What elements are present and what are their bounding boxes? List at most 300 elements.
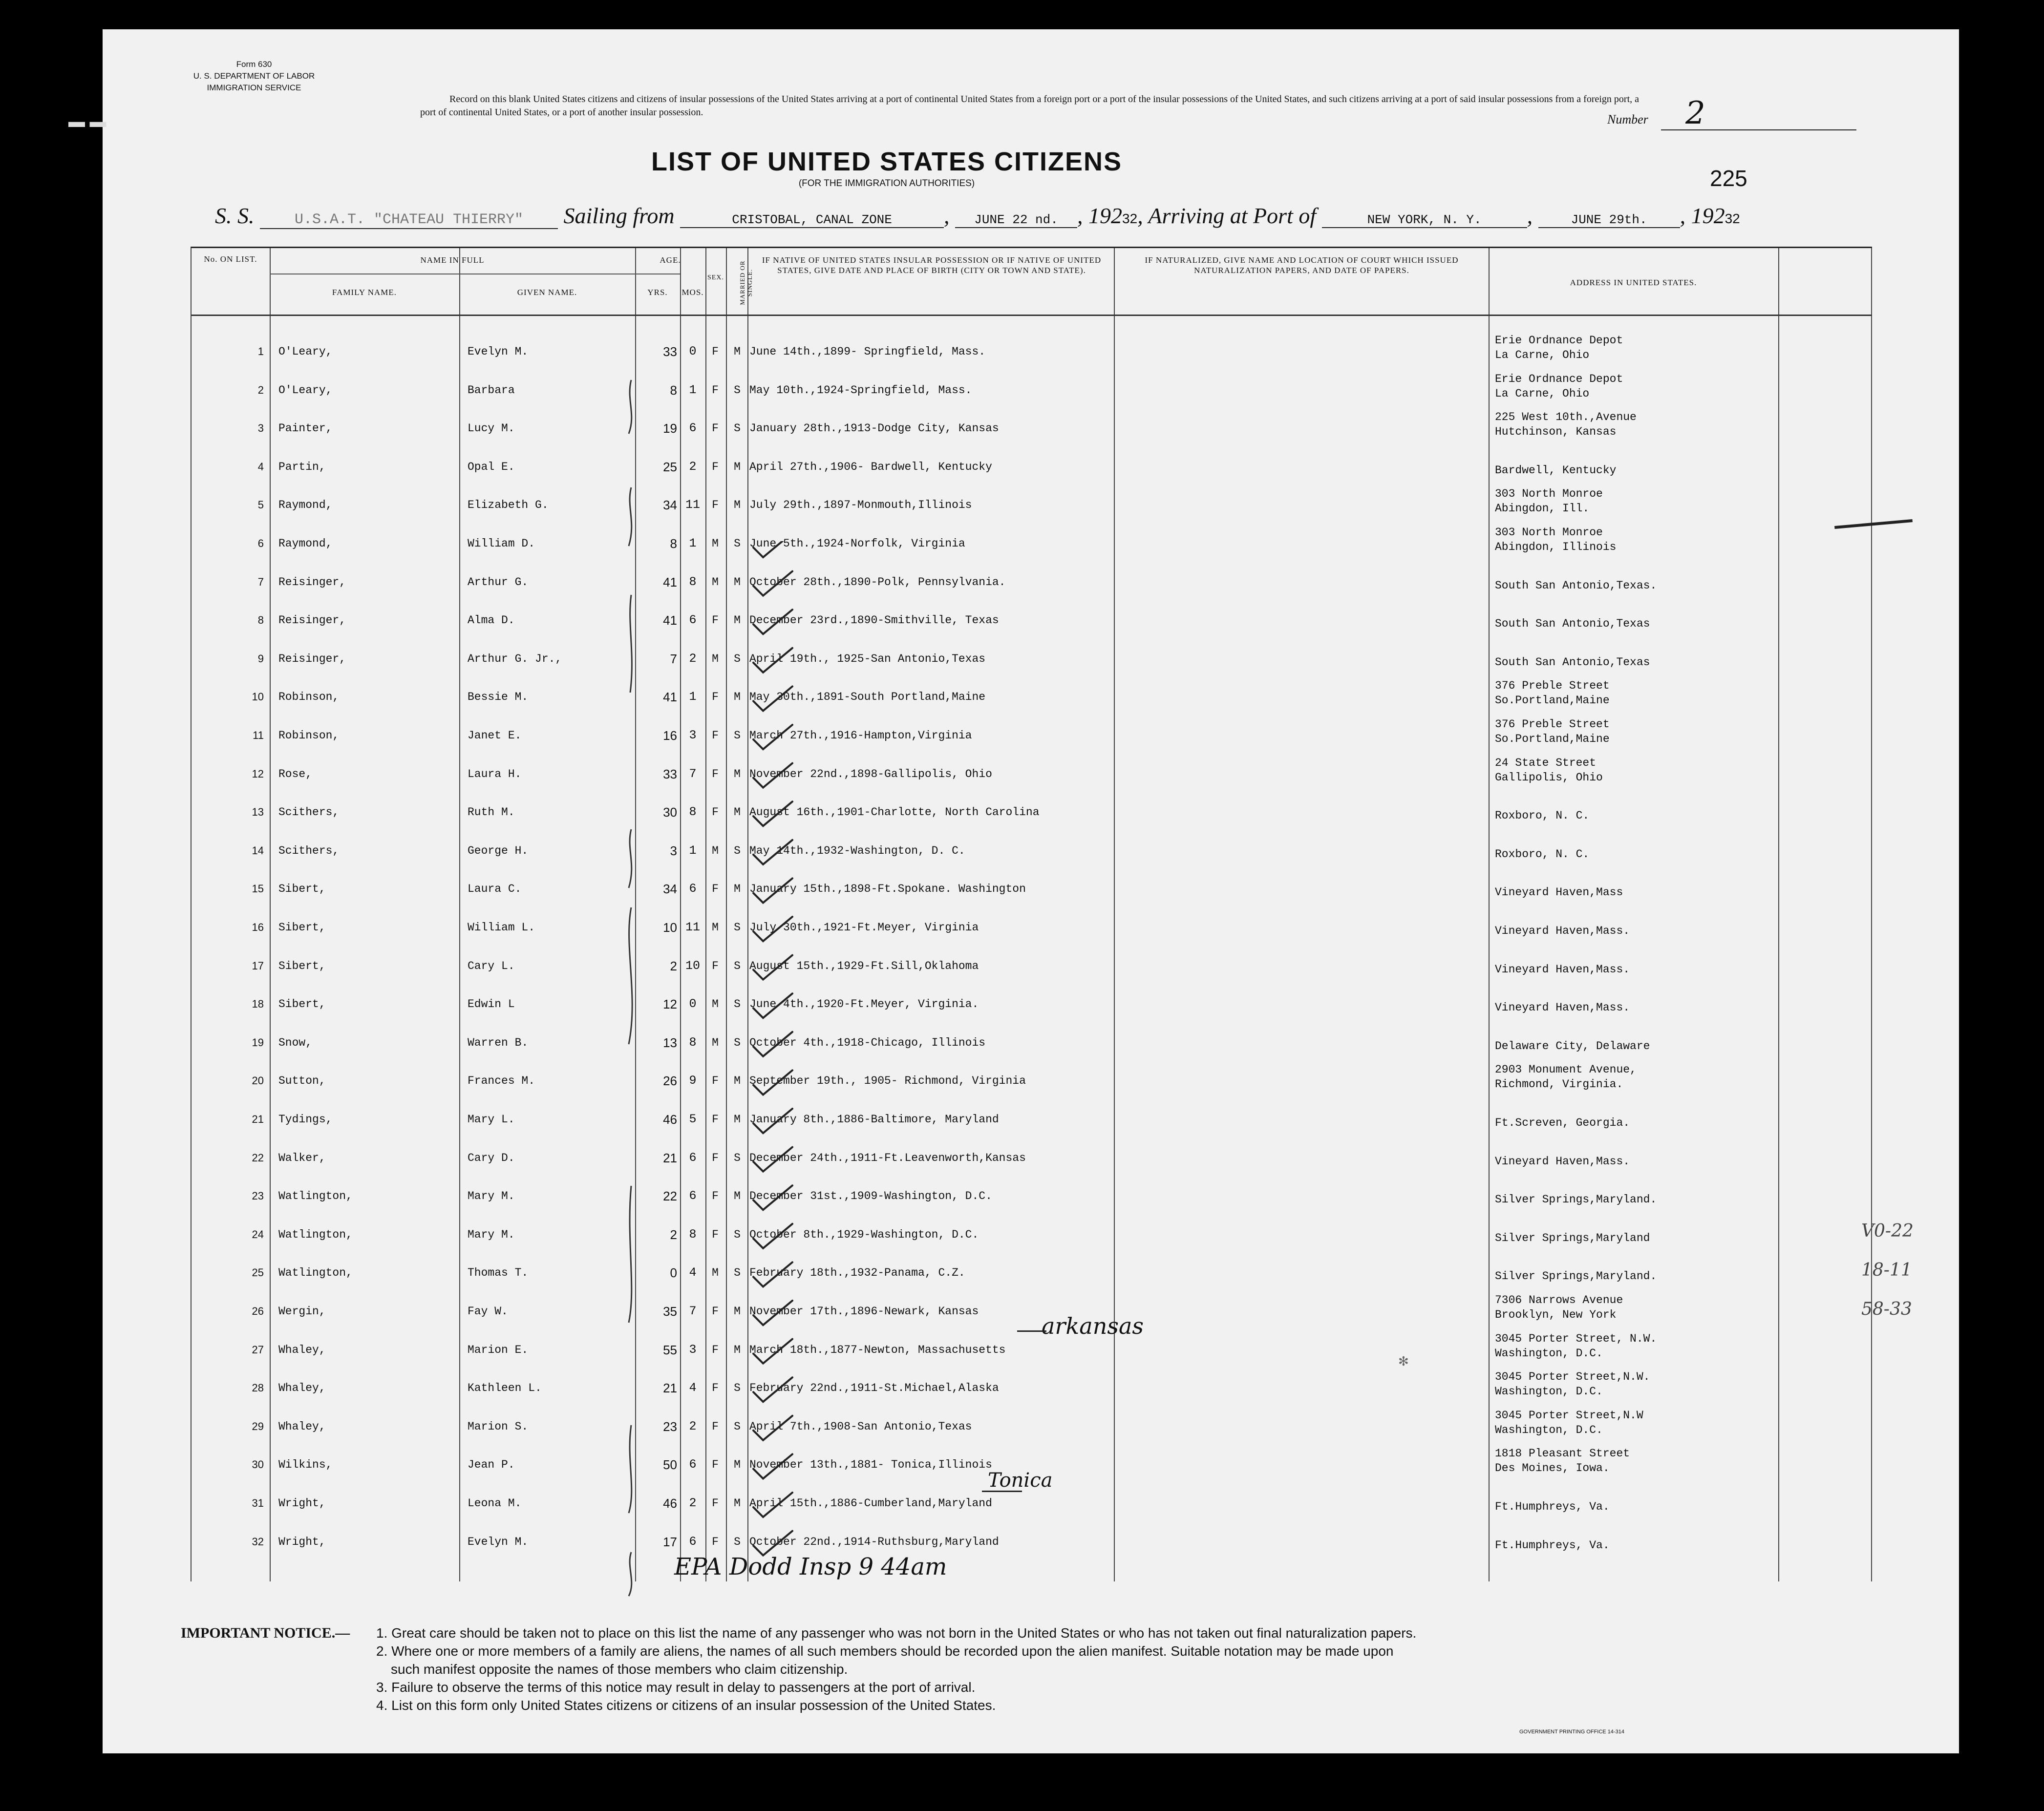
page-subtitle: (FOR THE IMMIGRATION AUTHORITIES) — [798, 178, 975, 189]
notice-item: 1. Great care should be taken not to place on this list the name of any passenger who was not born in the United States or who has not taken out final naturalization papers. — [376, 1625, 1417, 1641]
address-line-2: So.Portland,Maine — [1495, 694, 1610, 707]
sailing-label: Sailing from — [563, 203, 675, 228]
age-years: 30 — [663, 805, 677, 820]
check-mark — [753, 1032, 792, 1056]
passenger-table — [191, 247, 1872, 1581]
birth-info: April 7th.,1908-San Antonio,Texas — [749, 1420, 972, 1433]
age-months: 6 — [689, 1150, 697, 1165]
age-months: 1 — [689, 382, 697, 397]
address — [1495, 717, 1610, 746]
check-mark — [753, 878, 792, 903]
birth-info: June 4th.,1920-Ft.Meyer, Virginia. — [749, 998, 979, 1011]
arriving-label: Arriving at Port of — [1148, 203, 1317, 228]
birth-info: August 16th.,1901-Charlotte, North Carolina — [749, 806, 1040, 819]
table-row — [192, 1218, 1872, 1256]
check-mark — [753, 763, 792, 788]
address-line-1: 7306 Narrows Avenue — [1495, 1294, 1623, 1306]
header-address: ADDRESS IN UNITED STATES. — [1570, 278, 1697, 287]
marital-status: M — [734, 1074, 741, 1088]
address-line-1: Erie Ordnance Depot — [1495, 334, 1623, 347]
address-line-1: 2903 Monument Avenue, — [1495, 1063, 1637, 1076]
address-line-1 — [1495, 1216, 1650, 1231]
sex: F — [712, 1074, 719, 1088]
birth-info: October 22nd.,1914-Ruthsburg,Maryland — [749, 1535, 999, 1548]
address-line-1: 1818 Pleasant Street — [1495, 1447, 1630, 1460]
row-number: 16 — [252, 921, 264, 933]
check-mark — [753, 648, 792, 673]
marital-status: S — [734, 652, 741, 665]
family-name: Whaley, — [278, 1382, 326, 1395]
marital-status: M — [734, 345, 741, 358]
age-months: 6 — [689, 1457, 697, 1472]
birth-info: October 4th.,1918-Chicago, Illinois — [749, 1036, 986, 1049]
given-name: Opal E. — [468, 460, 515, 473]
birth-info: May 10th.,1924-Springfield, Mass. — [749, 383, 972, 397]
row-number: 15 — [252, 883, 264, 895]
header-name-in-full: NAME IN FULL — [420, 255, 485, 265]
address-line-2: Silver Springs,Maryland — [1495, 1231, 1650, 1244]
notice-item: 3. Failure to observe the terms of this notice may result in delay to passengers at the port of arrival. — [376, 1680, 976, 1695]
table-row — [192, 1141, 1872, 1179]
family-name: Wright, — [278, 1535, 326, 1548]
table-row — [192, 374, 1872, 412]
given-name: Laura H. — [468, 767, 522, 780]
address-line-2: Roxboro, N. C. — [1495, 847, 1590, 861]
notice-heading: IMPORTANT NOTICE.— — [181, 1625, 350, 1641]
age-years: 3 — [670, 843, 677, 858]
birth-info: July 30th.,1921-Ft.Meyer, Virginia — [749, 921, 979, 934]
given-name: Cary D. — [468, 1151, 515, 1164]
table-row — [192, 1487, 1872, 1525]
address — [1495, 1446, 1630, 1475]
age-years: 26 — [663, 1074, 677, 1089]
number-label: Number — [1607, 112, 1648, 126]
address — [1495, 486, 1603, 516]
age-months: 6 — [689, 882, 697, 896]
given-name: Barbara — [468, 383, 515, 397]
sex: F — [712, 1343, 719, 1356]
row-number: 10 — [252, 691, 264, 703]
sex: F — [712, 729, 719, 742]
birth-info: February 22nd.,1911-St.Michael,Alaska — [749, 1382, 999, 1395]
header-months: MOS. — [681, 288, 704, 297]
arrival-date: JUNE 29th. — [1538, 212, 1680, 228]
row-number: 28 — [252, 1382, 264, 1394]
marital-status: S — [734, 1535, 741, 1548]
age-months: 2 — [689, 1496, 697, 1510]
address-line-2: Abingdon, Illinois — [1495, 541, 1617, 553]
row-number: 21 — [252, 1113, 264, 1125]
table-row — [192, 527, 1872, 565]
family-name: Snow, — [278, 1036, 313, 1049]
address-line-1 — [1495, 1178, 1657, 1192]
row-number: 3 — [257, 422, 264, 435]
notice-item: such manifest opposite the names of those members who claim citizenship. — [391, 1662, 848, 1677]
age-years: 34 — [663, 882, 677, 897]
marital-status: M — [734, 691, 741, 704]
age-months: 2 — [689, 1419, 697, 1433]
age-years: 2 — [670, 1227, 677, 1242]
given-name: Janet E. — [468, 729, 522, 742]
age-years: 8 — [670, 382, 677, 398]
check-mark — [753, 1262, 792, 1286]
age-months: 7 — [689, 1304, 697, 1318]
age-years: 21 — [663, 1381, 677, 1396]
marital-status: S — [734, 1151, 741, 1164]
address-line-2: Roxboro, N. C. — [1495, 809, 1590, 822]
family-name: Sibert, — [278, 998, 326, 1011]
check-mark — [753, 1493, 792, 1517]
table-row — [192, 335, 1872, 373]
marital-status: M — [734, 1305, 741, 1318]
row-number: 29 — [252, 1420, 264, 1432]
row-number: 18 — [252, 998, 264, 1011]
address-line-1 — [1495, 448, 1616, 463]
row-number: 24 — [252, 1228, 264, 1241]
check-mark — [753, 1070, 792, 1095]
age-months: 10 — [685, 958, 700, 973]
address — [1495, 986, 1630, 1015]
age-years: 0 — [670, 1265, 677, 1281]
marital-status: S — [734, 729, 741, 742]
age-months: 2 — [689, 459, 697, 474]
table-row — [192, 988, 1872, 1026]
family-name: Reisinger, — [278, 652, 346, 665]
address-line-1: 303 North Monroe — [1495, 526, 1603, 539]
age-years: 16 — [663, 728, 677, 743]
row-number: 1 — [257, 345, 264, 358]
family-name: Tydings, — [278, 1113, 333, 1126]
birth-info: November 17th.,1896-Newark, Kansas — [749, 1305, 979, 1318]
age-months: 11 — [685, 920, 700, 934]
marital-status: S — [734, 1420, 741, 1433]
sex: F — [712, 383, 719, 397]
table-row — [192, 1026, 1872, 1064]
family-name: Robinson, — [278, 691, 340, 704]
given-name: Alma D. — [468, 614, 515, 627]
address-line-1 — [1495, 640, 1650, 655]
family-name: Watlington, — [278, 1266, 353, 1280]
sex: F — [712, 883, 719, 896]
family-name: Reisinger, — [278, 575, 346, 589]
given-name: Arthur G. Jr., — [468, 652, 562, 665]
marital-status: S — [734, 1228, 741, 1241]
address-line-1: Erie Ordnance Depot — [1495, 372, 1623, 385]
age-years: 19 — [663, 421, 677, 436]
marital-status: M — [734, 614, 741, 627]
check-mark — [753, 1224, 792, 1248]
family-name: Walker, — [278, 1151, 326, 1164]
age-years: 7 — [670, 651, 677, 666]
age-months: 6 — [689, 1189, 697, 1203]
birth-info: December 24th.,1911-Ft.Leavenworth,Kansas — [749, 1151, 1026, 1164]
ship-name: U.S.A.T. "CHATEAU THIERRY" — [260, 211, 558, 229]
arrival-year-prefix: 192 — [1691, 203, 1725, 228]
address-line-2: Washington, D.C. — [1495, 1423, 1603, 1436]
birth-info: December 31st.,1909-Washington, D.C. — [749, 1190, 992, 1203]
marital-status: M — [734, 806, 741, 819]
family-name: Raymond, — [278, 499, 333, 512]
age-years: 41 — [663, 574, 677, 590]
age-months: 0 — [689, 344, 697, 358]
birth-info: April 15th.,1886-Cumberland,Maryland — [749, 1497, 992, 1510]
age-years: 2 — [670, 958, 677, 973]
sex: F — [712, 1535, 719, 1548]
given-name: Jean P. — [468, 1458, 515, 1472]
sex: F — [712, 614, 719, 627]
row-number: 5 — [257, 499, 264, 511]
given-name: Marion S. — [468, 1420, 529, 1433]
age-years: 25 — [663, 459, 677, 474]
ink-blot: ✻ — [1398, 1354, 1409, 1369]
sex: F — [712, 1497, 719, 1510]
family-name: Sibert, — [278, 921, 326, 934]
sex: M — [712, 1036, 719, 1049]
row-number: 7 — [257, 575, 264, 588]
address-line-2: So.Portland,Maine — [1495, 733, 1610, 745]
arrival-port: NEW YORK, N. Y. — [1322, 212, 1527, 228]
address — [1495, 1254, 1657, 1284]
table-row — [192, 872, 1872, 910]
family-name: Watlington, — [278, 1190, 353, 1203]
marital-status: M — [734, 883, 741, 896]
address — [1495, 1101, 1630, 1130]
age-years: 33 — [663, 766, 677, 781]
handwritten-correction-tonica: Tonica — [988, 1469, 1053, 1492]
check-mark — [753, 1416, 792, 1440]
address-line-2: Delaware City, Delaware — [1495, 1039, 1650, 1053]
address-line-1 — [1495, 832, 1589, 847]
notice-item: 2. Where one or more members of a family are aliens, the names of all such members should be recorded upon the alien manifest. Suitable notation may be made upon — [376, 1643, 1394, 1659]
row-number: 11 — [253, 729, 264, 741]
age-years: 21 — [663, 1150, 677, 1165]
address-line-2: Abingdon, Ill. — [1495, 502, 1590, 515]
table-row — [192, 1371, 1872, 1410]
table-row — [192, 1333, 1872, 1371]
age-years: 33 — [663, 344, 677, 359]
table-row — [192, 604, 1872, 642]
given-name: Thomas T. — [468, 1266, 529, 1280]
given-name: Lucy M. — [468, 422, 515, 435]
address-line-1 — [1495, 1139, 1630, 1154]
table-row — [192, 1256, 1872, 1294]
family-name: Wergin, — [278, 1305, 326, 1318]
address — [1495, 640, 1650, 670]
given-name: William D. — [468, 537, 535, 550]
header-naturalized: IF NATURALIZED, GIVE NAME AND LOCATION OF COURT WHICH ISSUED NATURALIZATION PAPERS, AND DATE OF PAPERS. — [1145, 255, 1459, 275]
address-line-2: Bardwell, Kentucky — [1495, 463, 1617, 477]
birth-info: March 18th.,1877-Newton, Massachusetts — [749, 1343, 1006, 1356]
address-line-2: Vineyard Haven,Mass. — [1495, 963, 1630, 976]
given-name: Evelyn M. — [468, 345, 529, 358]
sex: F — [712, 959, 719, 972]
check-mark — [753, 610, 792, 634]
age-months: 6 — [689, 421, 697, 436]
age-months: 1 — [689, 690, 697, 704]
age-months: 11 — [685, 498, 700, 512]
marital-status: M — [734, 1458, 741, 1472]
address — [1495, 410, 1637, 439]
margin-note: V0-22 — [1861, 1221, 1914, 1241]
table-row — [192, 1295, 1872, 1333]
marital-status: S — [734, 921, 741, 934]
sex: F — [712, 1382, 719, 1395]
marital-status: M — [734, 1113, 741, 1126]
birth-info: November 13th.,1881- Tonica,Illinois — [749, 1458, 992, 1472]
marital-status: M — [734, 460, 741, 473]
notice-item: 4. List on this form only United States citizens or citizens of an insular possession of the United States. — [376, 1698, 996, 1713]
age-months: 2 — [689, 651, 697, 666]
marital-status: M — [734, 767, 741, 780]
sex: F — [712, 345, 719, 358]
birth-info: March 27th.,1916-Hampton,Virginia — [749, 729, 972, 742]
given-name: Mary M. — [468, 1228, 515, 1241]
address-line-1: 3045 Porter Street,N.W — [1495, 1409, 1643, 1422]
sex: F — [712, 767, 719, 780]
age-years: 13 — [663, 1035, 677, 1050]
address-line-2: Gallipolis, Ohio — [1495, 771, 1603, 784]
age-years: 17 — [663, 1534, 677, 1549]
age-months: 9 — [689, 1074, 697, 1088]
sex: M — [712, 652, 719, 665]
address-line-2: Silver Springs,Maryland. — [1495, 1270, 1657, 1283]
sex: F — [712, 1228, 719, 1241]
ss-label: S. S. — [215, 203, 255, 228]
age-months: 7 — [689, 766, 697, 781]
address-line-2: Vineyard Haven,Mass — [1495, 886, 1623, 899]
age-years: 12 — [663, 997, 677, 1012]
check-mark — [753, 1377, 792, 1402]
address-line-2: Washington, D.C. — [1495, 1385, 1603, 1398]
address-line-2: Ft.Humphreys, Va. — [1495, 1500, 1610, 1513]
sex: F — [712, 691, 719, 704]
address-line-1 — [1495, 602, 1650, 616]
sailing-year-prefix: 192 — [1088, 203, 1123, 228]
birth-info: January 28th.,1913-Dodge City, Kansas — [749, 422, 999, 435]
address-line-1 — [1495, 794, 1589, 808]
birth-info: September 19th., 1905- Richmond, Virginia — [749, 1074, 1026, 1088]
header-no: No. ON LIST. — [204, 254, 257, 264]
family-name: Sutton, — [278, 1074, 326, 1088]
sex: M — [712, 1266, 719, 1280]
age-years: 46 — [663, 1496, 677, 1511]
header-years: YRS. — [647, 288, 668, 297]
marital-status: S — [734, 383, 741, 397]
address-line-1 — [1495, 564, 1657, 578]
check-mark — [753, 801, 792, 826]
marital-status: M — [734, 1497, 741, 1510]
page-title: LIST OF UNITED STATES CITIZENS — [651, 147, 1122, 176]
given-name: Evelyn M. — [468, 1535, 529, 1548]
age-months: 1 — [689, 843, 697, 858]
address-line-2: South San Antonio,Texas. — [1495, 579, 1657, 592]
row-number: 9 — [257, 652, 264, 665]
family-name: Wright, — [278, 1497, 326, 1510]
family-name: Scithers, — [278, 806, 340, 819]
age-months: 6 — [689, 1534, 697, 1549]
marital-status: S — [734, 1266, 741, 1280]
birth-info: February 18th.,1932-Panama, C.Z. — [749, 1266, 965, 1280]
family-name: Sibert, — [278, 959, 326, 972]
table-row — [192, 1410, 1872, 1448]
age-months: 8 — [689, 574, 697, 589]
sex: F — [712, 806, 719, 819]
sex: F — [712, 1420, 719, 1433]
address — [1495, 448, 1616, 478]
header-birth: IF NATIVE OF UNITED STATES INSULAR POSSESSION OR IF NATIVE OF UNITED STATES, GIVE DATE AND PLACE OF BIRTH (CITY OR TOWN AND STATE). — [762, 255, 1102, 275]
row-number: 23 — [252, 1190, 264, 1202]
age-months: 8 — [689, 1035, 697, 1050]
address-line-2: South San Antonio,Texas — [1495, 655, 1650, 669]
address — [1495, 909, 1630, 938]
row-number: 17 — [252, 959, 264, 972]
marital-status: S — [734, 959, 741, 972]
birth-info: January 15th.,1898-Ft.Spokane. Washington — [749, 883, 1026, 896]
given-name: Kathleen L. — [468, 1382, 542, 1395]
family-name: O'Leary, — [278, 383, 333, 397]
address-line-2: South San Antonio,Texas — [1495, 617, 1650, 631]
age-months: 8 — [689, 1227, 697, 1242]
check-mark — [753, 1454, 792, 1478]
row-number: 13 — [252, 806, 264, 819]
address — [1495, 1293, 1623, 1322]
age-years: 50 — [663, 1457, 677, 1473]
table-row — [192, 949, 1872, 988]
address — [1495, 1408, 1643, 1437]
given-name: Mary M. — [468, 1190, 515, 1203]
family-name: Rose, — [278, 767, 313, 780]
table-row — [192, 834, 1872, 872]
check-mark — [753, 840, 792, 864]
form-number: Form 630 — [236, 60, 272, 69]
address — [1495, 1178, 1657, 1207]
family-name: Painter, — [278, 422, 333, 435]
age-years: 23 — [663, 1419, 677, 1434]
header-given-name: GIVEN NAME. — [517, 288, 577, 297]
header-sex: SEX. — [707, 274, 724, 281]
given-name: Marion E. — [468, 1343, 529, 1356]
given-name: Leona M. — [468, 1497, 522, 1510]
row-number: 20 — [252, 1074, 264, 1087]
address-line-1 — [1495, 986, 1630, 1000]
address-line-2: La Carne, Ohio — [1495, 349, 1590, 361]
row-number: 27 — [252, 1343, 264, 1356]
check-mark — [753, 1147, 792, 1172]
age-years: 10 — [663, 920, 677, 935]
address — [1495, 1216, 1650, 1245]
sex: M — [712, 537, 719, 550]
marital-status: S — [734, 422, 741, 435]
address-line-1 — [1495, 1254, 1657, 1269]
punch-hole — [44, 1441, 53, 1453]
sex: M — [712, 575, 719, 589]
given-name: Warren B. — [468, 1036, 529, 1049]
given-name: Mary L. — [468, 1113, 515, 1126]
address — [1495, 948, 1630, 977]
address — [1495, 678, 1610, 708]
marital-status: S — [734, 998, 741, 1011]
address-line-2: Ft.Humphreys, Va. — [1495, 1538, 1610, 1552]
handwritten-correction-arkansas: arkansas — [1042, 1313, 1144, 1339]
birth-info: July 29th.,1897-Monmouth,Illinois — [749, 499, 972, 512]
table-row — [192, 1103, 1872, 1141]
marital-status: M — [734, 499, 741, 512]
birth-info: October 28th.,1890-Polk, Pennsylvania. — [749, 575, 1006, 589]
marital-status: S — [734, 1036, 741, 1049]
row-number: 31 — [252, 1497, 264, 1509]
sailing-year: 32 — [1122, 211, 1138, 226]
family-name: Watlington, — [278, 1228, 353, 1241]
